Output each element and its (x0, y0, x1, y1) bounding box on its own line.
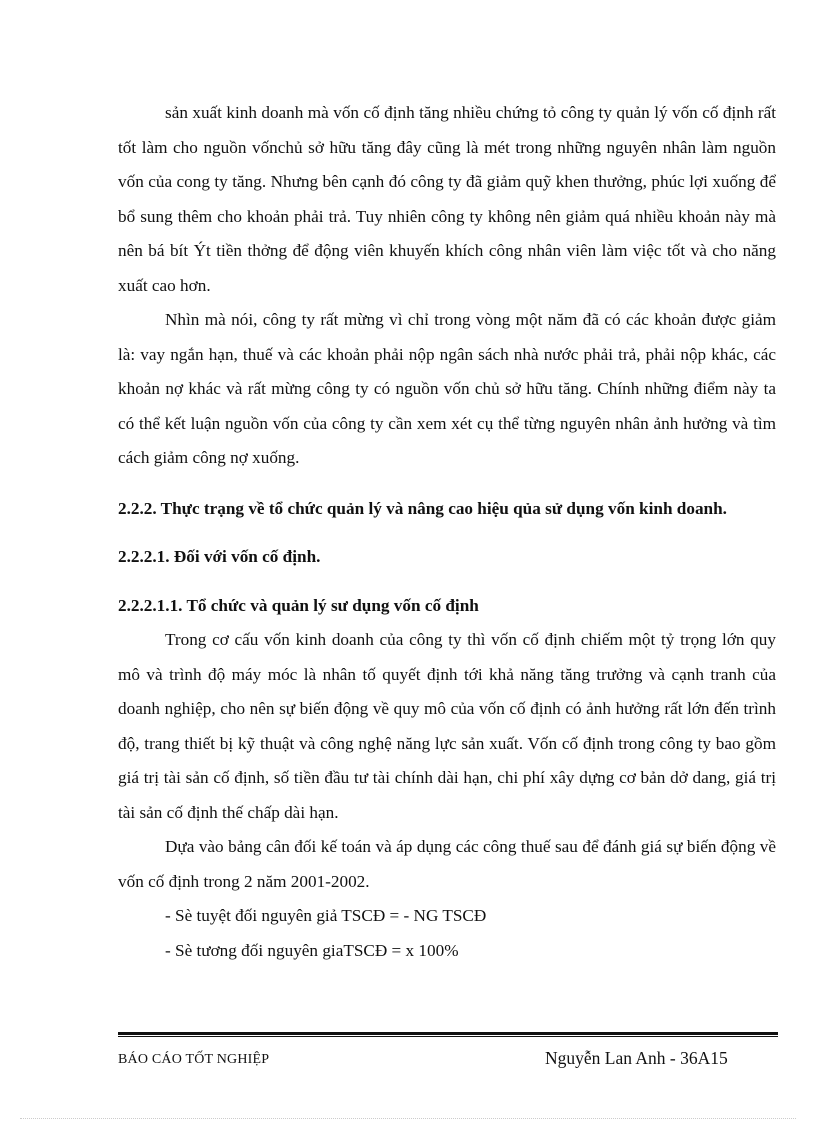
footer-report-title: BÁO CÁO TỐT NGHIỆP (118, 1052, 270, 1067)
paragraph-2: Nhìn mà nói, công ty rất mừng vì chỉ trong vòng một năm đã có các khoản được giảm là: vay ngắn hạn, thuế và các khoản phải nộp ngân sách nhà nước phải trả, phải nộp khác, các khoản nợ khác và rất mừng công ty có nguồn vốn chủ sở hữu tăng. Chính những điểm này ta có thể kết luận nguồn vốn của công ty cần xem xét cụ thể từng nguyên nhân ảnh hưởng và tìm cách giảm công nợ xuống. (118, 310, 776, 467)
footer-author: Nguyễn Lan Anh - 36A15 (545, 1048, 728, 1068)
section-heading-2-2-2-1: 2.2.2.1. Đối với vốn cố định. (118, 547, 321, 566)
section-heading-2-2-2: 2.2.2. Thực trạng về tổ chức quản lý và nâng cao hiệu qủa sử dụng vốn kinh doanh. (118, 498, 727, 518)
paragraph-3: Trong cơ cấu vốn kinh doanh của công ty thì vốn cố định chiếm một tỷ trọng lớn quy mô và trình độ máy móc là nhân tố quyết định tới khả năng tăng trưởng và cạnh tranh của doanh nghiệp, cho nên sự biến động về quy mô của vốn cố định có ảnh hưởng rất lớn đến trình độ, trang thiết bị kỹ thuật và công nghệ năng lực sản xuất. Vốn cố định trong công ty bao gồm giá trị tài sản cố định, số tiền đầu tư tài chính dài hạn, chi phí xây dựng cơ bản dở dang, giá trị tài sản cố định thế chấp dài hạn. (118, 630, 776, 822)
footer-divider (118, 1032, 778, 1037)
formula-absolute: - Sè tuyệt đối nguyên giả TSCĐ = - NG TSCĐ (165, 906, 487, 925)
formula-relative: - Sè tương đối nguyên giaTSCĐ = x 100% (165, 940, 459, 960)
document-body (118, 96, 776, 968)
paragraph-4: Dựa vào bảng cân đối kế toán và áp dụng các công thuế sau để đánh giá sự biến động về vốn cố định trong 2 năm 2001-2002. (118, 837, 776, 891)
page-bottom-dotted-line (20, 1118, 796, 1119)
paragraph-1: sản xuất kinh doanh mà vốn cố định tăng nhiều chứng tỏ công ty quản lý vốn cố định rất tốt làm cho nguồn vốnchủ sở hữu tăng đây cũng là mét trong những nguyên nhân làm nguồn vốn của cong ty tăng. Nhưng bên cạnh đó công ty đã giảm quỹ khen thưởng, phúc lợi xuống để bổ sung thêm cho khoản phải trả. Tuy nhiên công ty không nên giảm quá nhiều khoản này mà nên bá bít Ýt tiền thởng để động viên khuyến khích công nhân viên làm việc tốt và cho năng xuất cao hơn. (118, 103, 776, 295)
section-heading-2-2-2-1-1: 2.2.2.1.1. Tổ chức và quản lý sư dụng vốn cố định (118, 595, 479, 615)
